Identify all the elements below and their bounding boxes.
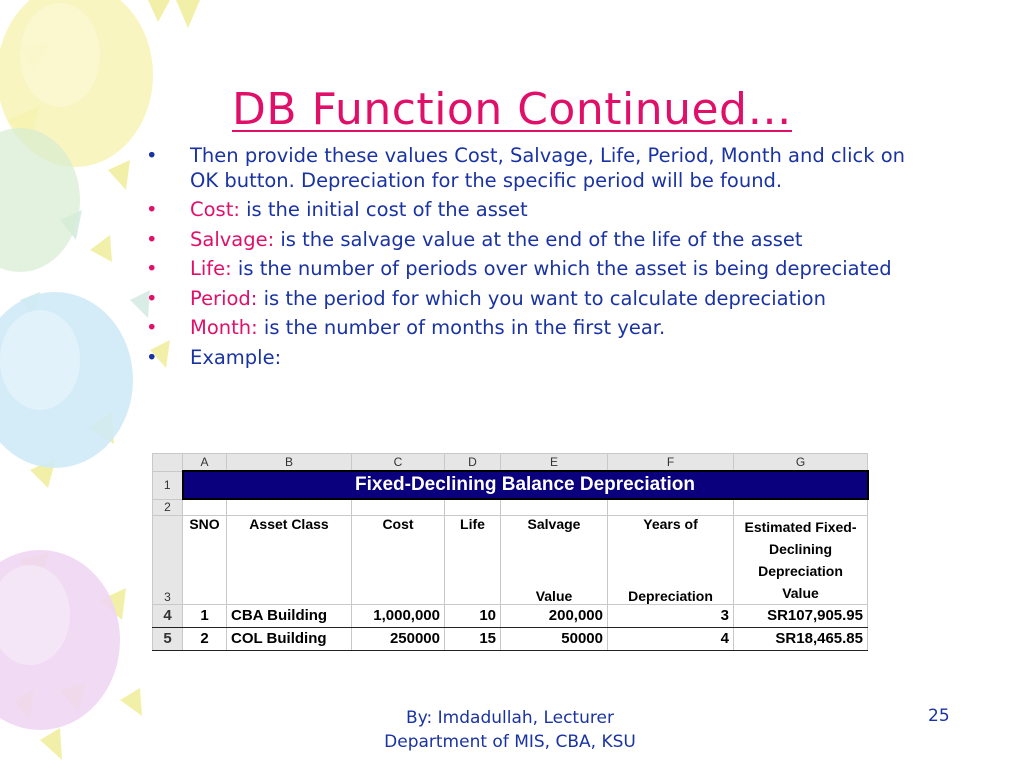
cell[interactable]: [501, 499, 608, 515]
cell-asset-class[interactable]: COL Building: [227, 627, 352, 650]
bullet-dot: •: [146, 286, 158, 310]
bullet-dot: •: [146, 198, 158, 221]
bullet-dot: •: [146, 144, 158, 167]
cell[interactable]: [608, 499, 734, 515]
header-years-top: Years of: [643, 515, 698, 532]
header-salvage-value[interactable]: [501, 515, 608, 604]
header-years[interactable]: [608, 515, 734, 604]
footer-department: Department of MIS, CBA, KSU: [384, 732, 636, 752]
cell-cost[interactable]: 1,000,000: [352, 604, 445, 627]
bullet-list: [146, 144, 926, 375]
column-header[interactable]: A: [183, 454, 227, 472]
column-header[interactable]: G: [734, 454, 868, 472]
table-banner[interactable]: Fixed-Declining Balance Depreciation: [183, 471, 868, 499]
cell-life[interactable]: 10: [445, 604, 501, 627]
cell-years[interactable]: 4: [608, 627, 734, 650]
footer-author: By: Imdadullah, Lecturer: [406, 708, 614, 728]
header-estimated-value[interactable]: Estimated Fixed-Declining Depreciation Value: [734, 515, 868, 604]
column-header[interactable]: E: [501, 454, 608, 472]
header-sno[interactable]: SNO: [183, 515, 227, 604]
cell-sno[interactable]: 2: [183, 627, 227, 650]
row-header[interactable]: 4: [153, 604, 183, 627]
bullet-term: Month:: [190, 316, 258, 339]
cell-sno[interactable]: 1: [183, 604, 227, 627]
bullet-text: Example:: [190, 345, 282, 369]
sheet-row: [153, 499, 868, 515]
bullet-item: [146, 198, 926, 223]
cell-salvage[interactable]: 200,000: [501, 604, 608, 627]
column-header[interactable]: F: [608, 454, 734, 472]
cell-salvage[interactable]: 50000: [501, 627, 608, 650]
slide-title: DB Function Continued…: [232, 84, 792, 135]
spreadsheet-example: [152, 453, 869, 651]
bullet-dot: •: [146, 257, 158, 280]
bullet-item: [146, 287, 926, 312]
bullet-dot: •: [146, 345, 158, 369]
cell-cost[interactable]: 250000: [352, 627, 445, 650]
cell[interactable]: [183, 499, 227, 515]
bullet-term: Life:: [190, 257, 232, 280]
column-header[interactable]: C: [352, 454, 445, 472]
bullet-term: Period:: [190, 286, 258, 310]
cell-value[interactable]: SR107,905.95: [734, 604, 868, 627]
cell[interactable]: [227, 499, 352, 515]
bullet-text: is the period for which you want to calculate depreciation: [257, 286, 826, 310]
cell-value[interactable]: SR18,465.85: [734, 627, 868, 650]
header-salvage-top: Salvage: [527, 515, 581, 532]
cell[interactable]: [445, 499, 501, 515]
table-row: [153, 627, 868, 650]
row-header[interactable]: 2: [153, 499, 183, 515]
row-header[interactable]: 3: [153, 515, 183, 604]
bullet-text: is the number of periods over which the asset is being depreciated: [231, 257, 892, 280]
header-cost[interactable]: Cost: [352, 515, 445, 604]
header-salvage-bottom: Value: [535, 587, 573, 604]
table-row: [153, 604, 868, 627]
bullet-item: [146, 144, 926, 193]
bullet-term: Salvage:: [190, 227, 275, 251]
header-row: [153, 515, 868, 604]
header-asset-class[interactable]: Asset Class: [227, 515, 352, 604]
bullet-item: [146, 228, 926, 253]
cell[interactable]: [352, 499, 445, 515]
column-header[interactable]: D: [445, 454, 501, 472]
sheet-row: [153, 471, 868, 499]
bullet-item: [146, 257, 926, 282]
cell[interactable]: [734, 499, 868, 515]
bullet-text: is the initial cost of the asset: [239, 198, 528, 221]
page-number: 25: [928, 706, 950, 726]
row-header[interactable]: 1: [153, 471, 183, 499]
bullet-item: [146, 316, 926, 341]
bullet-term: Cost:: [190, 198, 240, 221]
bullet-dot: •: [146, 227, 158, 251]
cell-asset-class[interactable]: CBA Building: [227, 604, 352, 627]
cell-years[interactable]: 3: [608, 604, 734, 627]
select-all-corner[interactable]: [153, 454, 183, 472]
slide-footer: [330, 706, 690, 754]
bullet-dot: •: [146, 316, 158, 339]
bullet-item: [146, 346, 926, 371]
bullet-text: Then provide these values Cost, Salvage, Life, Period, Month and click on OK button. Depreciation for the specific period will be found.: [190, 144, 905, 192]
bullet-text: is the salvage value at the end of the life of the asset: [274, 227, 803, 251]
column-header-row: [153, 454, 868, 472]
header-life[interactable]: Life: [445, 515, 501, 604]
column-header[interactable]: B: [227, 454, 352, 472]
header-years-bottom: Depreciation: [628, 587, 713, 604]
row-header[interactable]: 5: [153, 627, 183, 650]
cell-life[interactable]: 15: [445, 627, 501, 650]
depreciation-table: [152, 453, 869, 651]
bullet-text: is the number of months in the first year.: [257, 316, 666, 339]
